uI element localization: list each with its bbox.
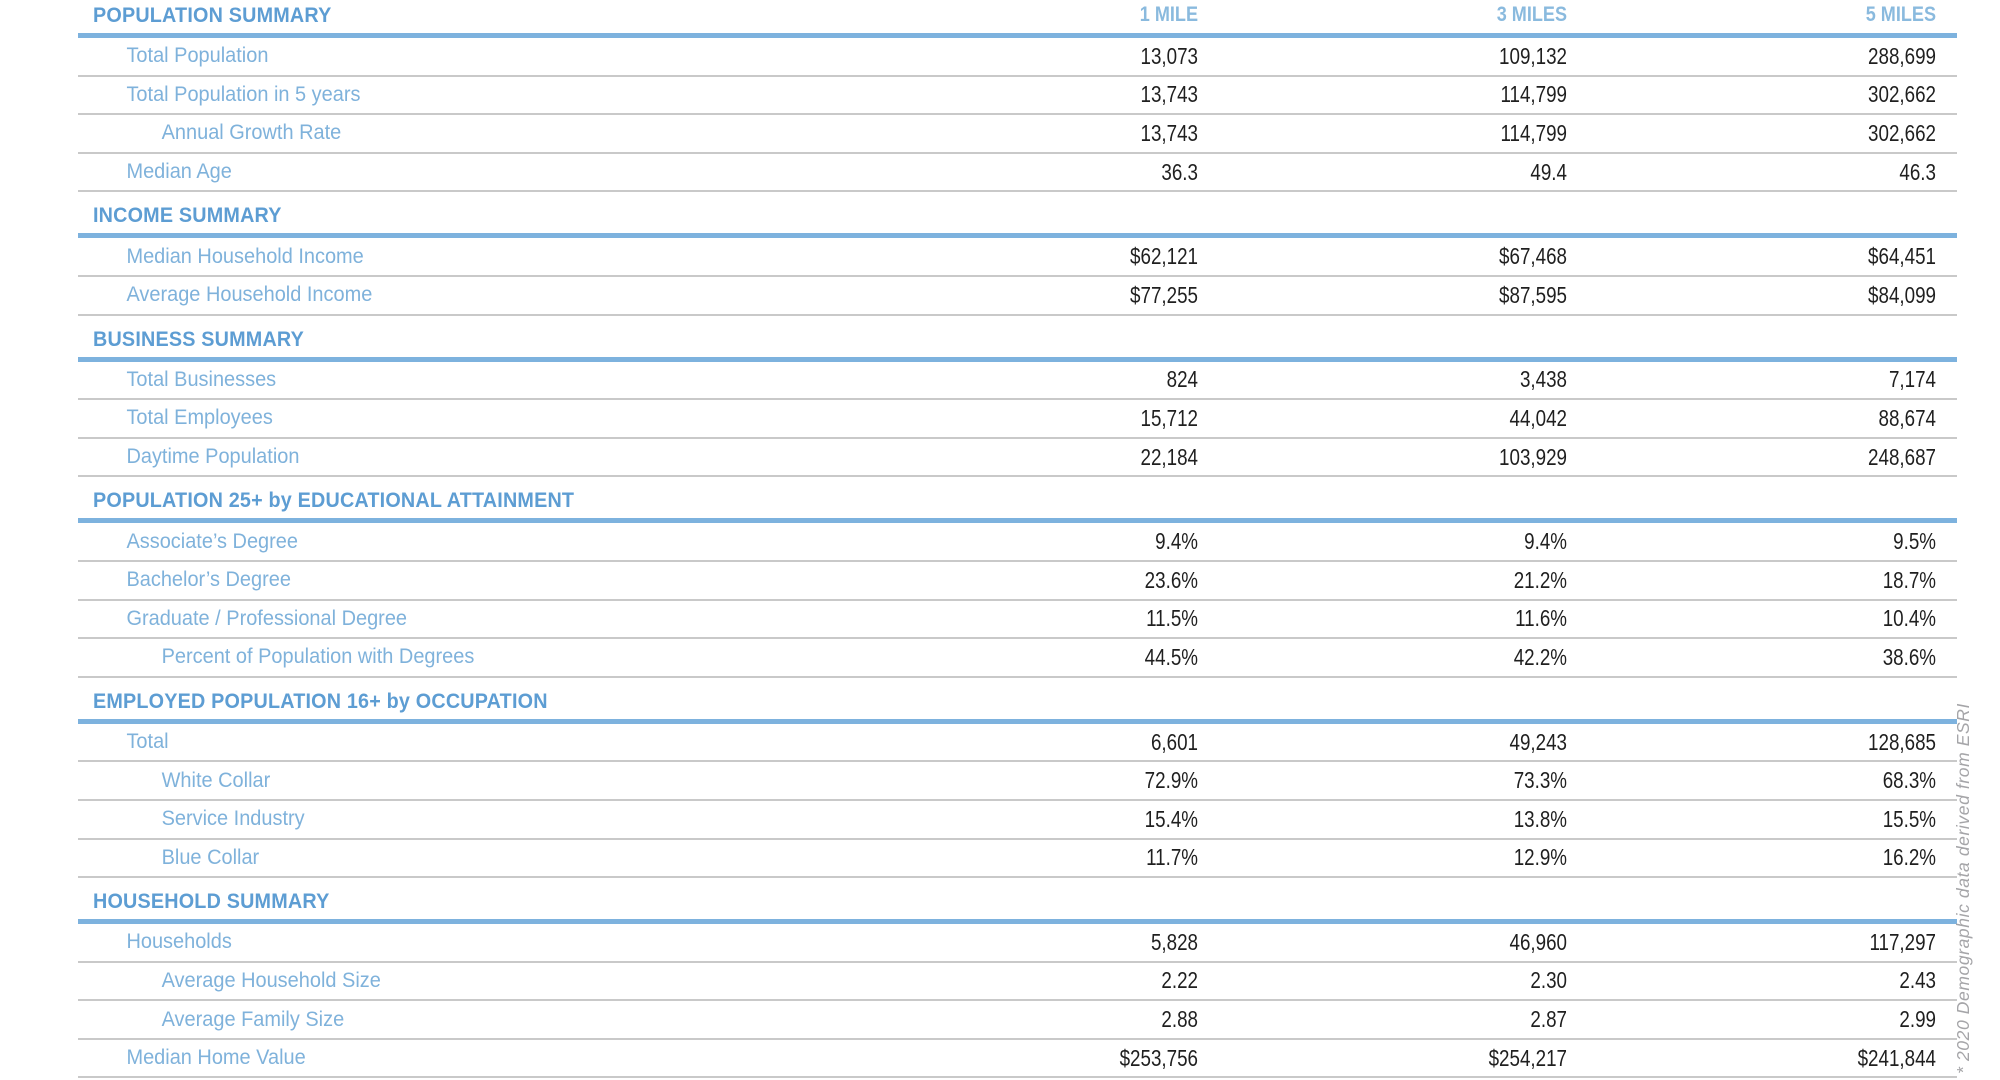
section-title: INCOME SUMMARY <box>93 203 282 228</box>
section-title: EMPLOYED POPULATION 16+ by OCCUPATION <box>93 688 548 713</box>
row-value: 88,674 <box>1878 404 1936 431</box>
row-value: 3,438 <box>1519 366 1567 393</box>
table-section <box>78 477 1957 677</box>
table-row <box>78 1040 1957 1079</box>
section-rows <box>78 238 1957 315</box>
row-value: 11.6% <box>1515 605 1567 632</box>
table-section <box>78 192 1957 315</box>
row-value: 2.30 <box>1530 967 1567 994</box>
section-rows <box>78 362 1957 478</box>
section-header-row <box>78 477 1957 523</box>
table-row <box>78 400 1957 439</box>
row-value: 302,662 <box>1868 81 1936 108</box>
table-row <box>78 724 1957 763</box>
section-rows <box>78 523 1957 677</box>
row-value: 9.4% <box>1155 528 1198 555</box>
table-row <box>78 362 1957 401</box>
demographics-table <box>78 0 1957 1078</box>
row-value: 824 <box>1166 366 1198 393</box>
row-value: 13,743 <box>1140 119 1198 146</box>
row-value: 248,687 <box>1868 443 1936 470</box>
row-label: Average Household Size <box>161 968 381 992</box>
row-value: 288,699 <box>1868 42 1936 69</box>
row-value: 2.22 <box>1161 967 1198 994</box>
section-title: HOUSEHOLD SUMMARY <box>93 889 330 914</box>
table-row <box>78 523 1957 562</box>
row-value: 2.87 <box>1530 1006 1567 1033</box>
row-value: $254,217 <box>1488 1044 1567 1071</box>
table-section <box>78 316 1957 478</box>
row-value: 73.3% <box>1513 767 1567 794</box>
row-value: 9.4% <box>1524 528 1567 555</box>
table-row <box>78 238 1957 277</box>
row-value: 114,799 <box>1500 119 1567 146</box>
row-value: 46.3 <box>1899 158 1936 185</box>
row-value: $64,451 <box>1868 243 1936 270</box>
row-value: 11.5% <box>1146 605 1198 632</box>
row-value: 38.6% <box>1882 643 1936 670</box>
row-value: $253,756 <box>1119 1044 1198 1071</box>
column-header: 5 MILES <box>1865 3 1936 26</box>
row-value: 23.6% <box>1144 566 1198 593</box>
section-title: POPULATION SUMMARY <box>93 3 332 27</box>
row-value: 16.2% <box>1882 844 1936 871</box>
row-value: $84,099 <box>1868 281 1936 308</box>
row-label: Bachelor’s Degree <box>126 568 291 592</box>
row-value: 103,929 <box>1499 443 1567 470</box>
section-header-row <box>78 878 1957 924</box>
table-row <box>78 801 1957 840</box>
table-row <box>78 601 1957 640</box>
row-value: $87,595 <box>1499 281 1567 308</box>
row-value: 46,960 <box>1509 928 1567 955</box>
row-label: Percent of Population with Degrees <box>161 645 475 669</box>
section-title: BUSINESS SUMMARY <box>93 326 305 351</box>
row-value: 117,297 <box>1869 928 1936 955</box>
row-value: 2.88 <box>1161 1006 1198 1033</box>
table-row <box>78 924 1957 963</box>
row-value: 49.4 <box>1530 158 1567 185</box>
column-header: 1 MILE <box>1139 3 1198 26</box>
row-label: Median Household Income <box>126 244 364 268</box>
row-value: 36.3 <box>1161 158 1198 185</box>
row-value: 13.8% <box>1513 805 1567 832</box>
row-value: 2.99 <box>1899 1006 1936 1033</box>
row-label: Median Home Value <box>126 1046 306 1070</box>
row-value: 22,184 <box>1140 443 1198 470</box>
row-value: 128,685 <box>1868 728 1936 755</box>
row-value: $77,255 <box>1130 281 1198 308</box>
table-row <box>78 115 1957 154</box>
table-row <box>78 77 1957 116</box>
row-value: 109,132 <box>1499 42 1567 69</box>
section-header-row <box>78 678 1957 724</box>
row-label: Total Population in 5 years <box>126 82 361 106</box>
row-label: White Collar <box>161 768 271 792</box>
table-section <box>78 0 1957 192</box>
section-header-row <box>78 0 1957 38</box>
section-rows <box>78 38 1957 192</box>
table-row <box>78 38 1957 77</box>
row-value: 9.5% <box>1893 528 1936 555</box>
table-row <box>78 639 1957 678</box>
row-label: Total Employees <box>126 406 273 430</box>
table-section <box>78 878 1957 1078</box>
row-value: 5,828 <box>1150 928 1198 955</box>
row-label: Graduate / Professional Degree <box>126 606 408 630</box>
row-label: Total Businesses <box>126 367 277 391</box>
row-value: 12.9% <box>1513 844 1567 871</box>
row-value: 21.2% <box>1513 566 1567 593</box>
row-label: Average Family Size <box>161 1007 345 1031</box>
table-row <box>78 1001 1957 1040</box>
row-label: Average Household Income <box>126 283 373 307</box>
row-value: 6,601 <box>1150 728 1198 755</box>
row-value: 49,243 <box>1509 728 1567 755</box>
row-label: Total <box>126 730 169 754</box>
row-label: Households <box>126 930 232 954</box>
row-value: 2.43 <box>1899 967 1936 994</box>
row-value: 302,662 <box>1868 119 1936 146</box>
table-row <box>78 840 1957 879</box>
section-header-row <box>78 192 1957 238</box>
row-value: 114,799 <box>1500 81 1567 108</box>
column-header: 3 MILES <box>1496 3 1567 26</box>
row-label: Service Industry <box>161 807 305 831</box>
section-title: POPULATION 25+ by EDUCATIONAL ATTAINMENT <box>93 488 575 513</box>
table-row <box>78 439 1957 478</box>
row-value: $67,468 <box>1499 243 1567 270</box>
table-section <box>78 678 1957 878</box>
row-label: Associate’s Degree <box>126 529 298 553</box>
table-row <box>78 762 1957 801</box>
row-label: Total Population <box>126 44 269 68</box>
row-value: 18.7% <box>1882 566 1936 593</box>
row-value: 42.2% <box>1513 643 1567 670</box>
row-label: Blue Collar <box>161 845 260 869</box>
row-value: 7,174 <box>1888 366 1936 393</box>
section-header-row <box>78 316 1957 362</box>
row-value: 68.3% <box>1882 767 1936 794</box>
table-row <box>78 277 1957 316</box>
row-value: 15,712 <box>1140 404 1198 431</box>
row-value: 44,042 <box>1509 404 1567 431</box>
row-value: 72.9% <box>1144 767 1198 794</box>
row-value: 13,073 <box>1140 42 1198 69</box>
row-value: $241,844 <box>1857 1044 1936 1071</box>
row-label: Daytime Population <box>126 445 300 469</box>
row-value: 44.5% <box>1144 643 1198 670</box>
data-source-footnote: * 2020 Demographic data derived from ESRI <box>1953 703 1973 1074</box>
row-label: Annual Growth Rate <box>161 121 342 145</box>
row-value: 15.5% <box>1882 805 1936 832</box>
row-value: 10.4% <box>1882 605 1936 632</box>
table-row <box>78 562 1957 601</box>
section-rows <box>78 924 1957 1078</box>
table-row <box>78 963 1957 1002</box>
row-value: $62,121 <box>1130 243 1198 270</box>
section-rows <box>78 724 1957 878</box>
table-row <box>78 154 1957 193</box>
row-label: Median Age <box>126 160 232 184</box>
row-value: 13,743 <box>1140 81 1198 108</box>
row-value: 15.4% <box>1144 805 1198 832</box>
row-value: 11.7% <box>1146 844 1198 871</box>
